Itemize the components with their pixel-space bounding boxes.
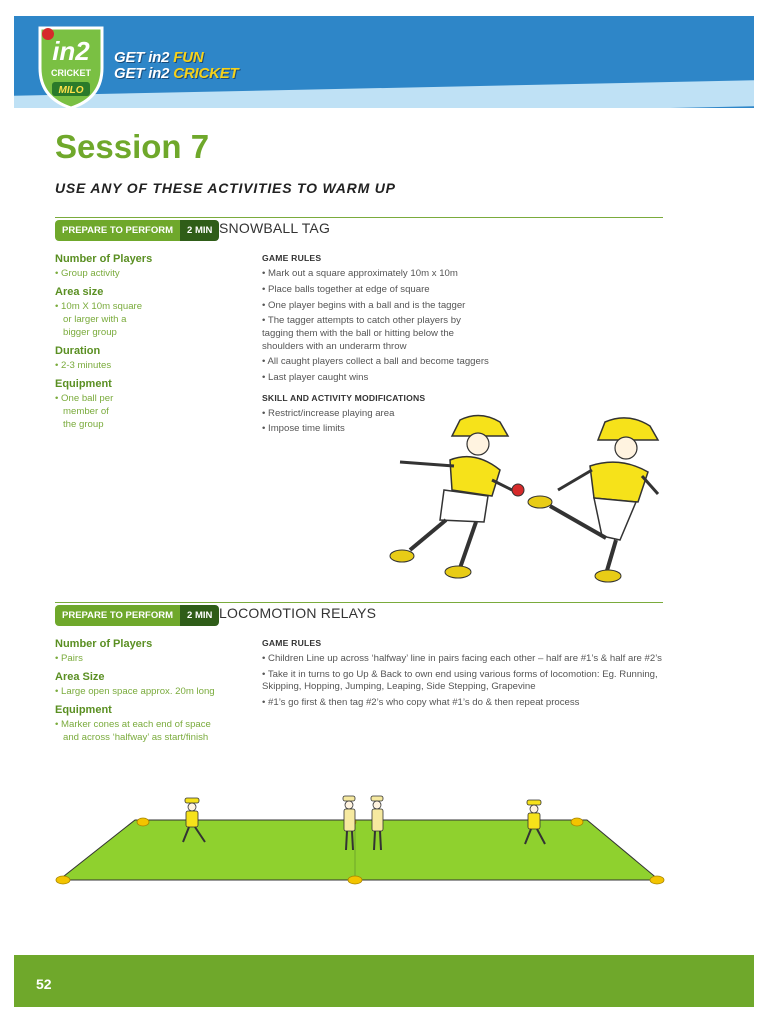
footer-bar (14, 955, 754, 1007)
info-heading: Area Size (55, 671, 105, 683)
pill-tag: PREPARE TO PERFORM (55, 220, 180, 241)
rule-item: • Mark out a square approximately 10m x 10m (262, 268, 458, 279)
rules-heading: GAME RULES (262, 638, 322, 648)
mod-item: • Impose time limits (262, 423, 345, 435)
svg-text:in2: in2 (52, 36, 90, 66)
section-header (55, 217, 663, 243)
svg-text:MILO: MILO (58, 85, 84, 96)
info-value: • One ball per (55, 393, 114, 404)
rule-item: • The tagger attempts to catch other players by tagging them with the ball or hitting below the shoulders with an underarm throw (262, 315, 461, 352)
info-value: • 2-3 minutes (55, 360, 112, 371)
page-subtitle: USE ANY OF THESE ACTIVITIES TO WARM UP (55, 180, 396, 196)
info-value: bigger group (55, 327, 117, 338)
info-heading: Area size (55, 286, 104, 298)
info-heading: Number of Players (55, 638, 153, 650)
rule-item: • Children Line up across ‘halfway’ line in pairs facing each other – half are #1’s & half are #2’s (262, 653, 662, 664)
info-column (55, 249, 240, 431)
duration-pill (55, 605, 219, 626)
children-illustration (380, 410, 670, 586)
info-value: • Marker cones at each end of space (55, 719, 211, 730)
section-title: LOCOMOTION RELAYS (219, 605, 377, 621)
pill-duration: 2 MIN (180, 220, 219, 241)
section-title: SNOWBALL TAG (219, 220, 331, 236)
page-number: 52 (36, 976, 52, 992)
section-locomotion-relays (55, 602, 663, 772)
tagline: GET in2 FUN GET in2 CRICKET (114, 49, 239, 82)
svg-text:CRICKET: CRICKET (51, 68, 91, 78)
header-banner (14, 16, 754, 108)
rule-item: • Take it in turns to go Up & Back to own end using various forms of locomotion: Eg. Running, Skipping, Hopping, Jumping, Leaping, Side Stepping, Grapevine (262, 668, 658, 693)
rule-item: • One player begins with a ball and is the tagger (262, 299, 466, 311)
info-heading: Equipment (55, 378, 112, 390)
info-value: • 10m X 10m square (55, 301, 143, 312)
pill-tag: PREPARE TO PERFORM (55, 605, 180, 626)
pill-duration: 2 MIN (180, 605, 219, 626)
banner-streak (14, 80, 754, 108)
in2-cricket-logo (34, 20, 108, 108)
info-heading: Equipment (55, 704, 112, 716)
info-heading: Duration (55, 345, 101, 357)
info-value: member of (55, 406, 109, 417)
info-heading: Number of Players (55, 253, 153, 265)
info-value: • Group activity (55, 268, 120, 279)
child-runner-figure (528, 418, 658, 582)
mod-item: • Restrict/increase playing area (262, 407, 395, 419)
rules-heading: GAME RULES (262, 253, 322, 263)
rule-item: • Last player caught wins (262, 372, 369, 384)
rule-item: • Place balls together at edge of square (262, 283, 430, 295)
duration-pill (55, 220, 219, 241)
rule-item: • #1’s go first & then tag #2’s who copy what #1’s do & then repeat process (262, 697, 580, 709)
page-title: Session 7 (55, 128, 210, 165)
rule-item: • All caught players collect a ball and become taggers (262, 356, 489, 368)
info-column (55, 634, 240, 744)
info-value: or larger with a (55, 314, 127, 325)
mods-heading: SKILL AND ACTIVITY MODIFICATIONS (262, 392, 426, 403)
info-value: • Large open space approx. 20m long (55, 686, 215, 697)
section-header (55, 602, 663, 628)
field-illustration (55, 790, 667, 900)
info-value: and across ‘halfway’ as start/finish (55, 732, 209, 743)
info-value: the group (55, 419, 104, 430)
child-tagger-figure (390, 415, 524, 578)
rules-column (262, 638, 667, 713)
info-value: • Pairs (55, 653, 83, 664)
